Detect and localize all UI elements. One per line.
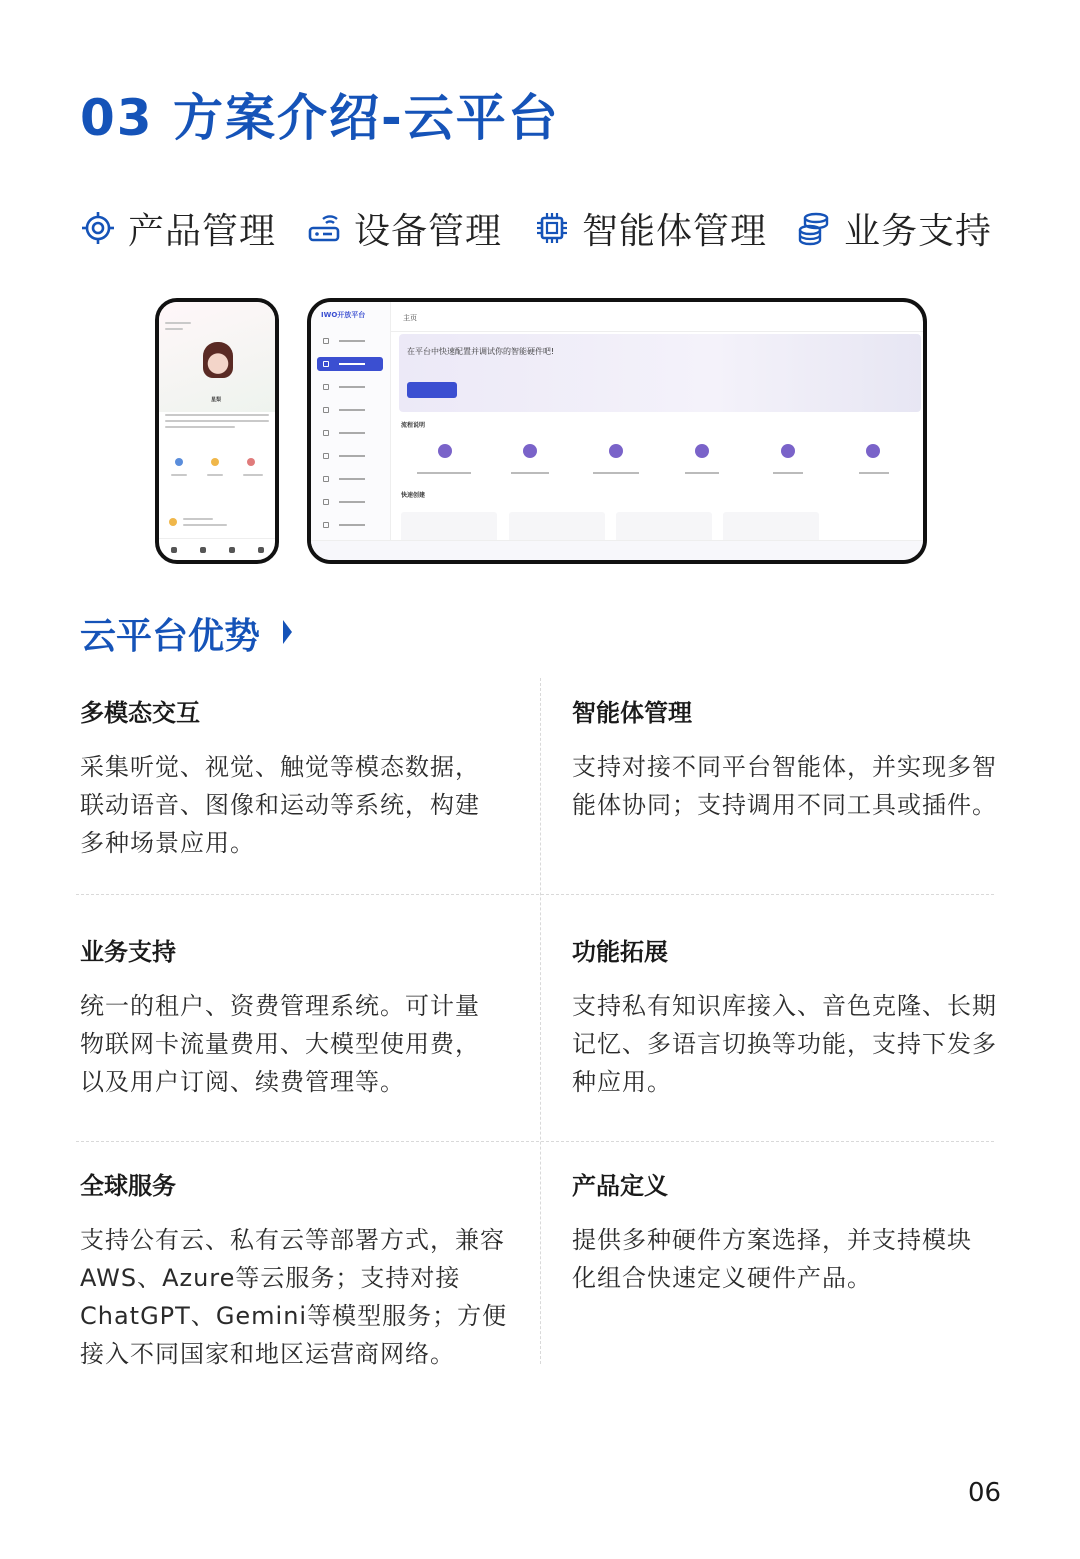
advantage-agent-management — [572, 696, 1012, 824]
phone-tab-bar — [159, 538, 275, 560]
tablet-nav-item — [317, 518, 383, 532]
tablet-step-label — [685, 472, 719, 474]
tablet-nav-item — [317, 449, 383, 463]
advantages-title: 云平台优势 — [80, 616, 261, 657]
advantage-product-definition — [572, 1169, 1012, 1297]
feature-label: 智能体管理 — [582, 210, 768, 252]
advantage-body: 统一的租户、资费管理系统。可计量物联网卡流量费用、大模型使用费，以及用户订阅、续费管理等。 — [80, 992, 480, 1096]
phone-profile-name: 星梨 — [211, 397, 222, 403]
tablet-step-icon — [438, 444, 452, 458]
phone-stat-icon — [175, 458, 183, 466]
feature-product-management — [80, 204, 276, 252]
tablet-mockup — [307, 298, 927, 564]
tablet-section-quick: 快速创建 — [401, 492, 426, 499]
tablet-banner-button — [407, 382, 457, 398]
tablet-step-icon — [695, 444, 709, 458]
tablet-step-icon — [781, 444, 795, 458]
advantage-body: 支持对接不同平台智能体，并实现多智能体协同；支持调用不同工具或插件。 — [572, 753, 997, 819]
tablet-sidebar — [311, 302, 391, 560]
tablet-section-flow: 流程说明 — [401, 422, 426, 429]
tablet-step-label — [593, 472, 639, 474]
advantage-body: 支持公有云、私有云等部署方式，兼容AWS、Azure等云服务；支持对接ChatGPT、Gemini等模型服务；方便接入不同国家和地区运营商网络。 — [80, 1226, 508, 1368]
chip-icon — [534, 210, 570, 246]
tablet-header — [391, 302, 923, 332]
coins-icon — [796, 210, 832, 246]
phone-stat-icon — [247, 458, 255, 466]
tablet-brand: IWO开放平台 — [321, 311, 366, 319]
advantage-multimodal — [80, 696, 520, 862]
tablet-step-icon — [609, 444, 623, 458]
phone-text-line — [183, 518, 213, 520]
tablet-nav-item — [317, 426, 383, 440]
phone-text-line — [165, 426, 235, 428]
page-title: 03 方案介绍-云平台 — [80, 89, 560, 147]
feature-agent-management — [534, 204, 767, 252]
tablet-step-label — [773, 472, 803, 474]
advantage-heading: 多模态交互 — [80, 699, 200, 727]
page-number: 06 — [968, 1478, 1002, 1508]
tablet-step-icon — [523, 444, 537, 458]
router-icon — [306, 210, 342, 246]
advantage-heading: 智能体管理 — [572, 699, 692, 727]
phone-mockup — [155, 298, 279, 564]
phone-text-line — [243, 474, 263, 476]
advantage-heading: 业务支持 — [80, 938, 176, 966]
phone-text-line — [171, 474, 187, 476]
tablet-bottom-bar — [311, 540, 923, 560]
tablet-page-title: 主页 — [403, 314, 417, 322]
phone-list-icon — [169, 518, 177, 526]
tablet-step-label — [859, 472, 889, 474]
advantage-body: 采集听觉、视觉、触觉等模态数据，联动语音、图像和运动等系统，构建多种场景应用。 — [80, 753, 480, 857]
advantage-feature-extension — [572, 935, 1012, 1101]
feature-bar — [80, 204, 1020, 252]
tablet-step-icon — [866, 444, 880, 458]
advantage-heading: 全球服务 — [80, 1172, 176, 1200]
phone-text-line — [183, 524, 227, 526]
feature-device-management — [306, 204, 502, 252]
advantage-business-support — [80, 935, 520, 1101]
phone-text-line — [165, 414, 269, 416]
feature-label: 业务支持 — [844, 210, 993, 252]
feature-label: 产品管理 — [128, 210, 277, 252]
tablet-nav-item — [317, 472, 383, 486]
grid-horizontal-divider — [76, 1141, 994, 1142]
tablet-nav-item — [317, 403, 383, 417]
advantage-heading: 功能拓展 — [572, 938, 668, 966]
tablet-banner — [399, 334, 921, 412]
tablet-step-label — [511, 472, 549, 474]
tablet-nav-item — [317, 334, 383, 348]
target-icon — [80, 210, 116, 246]
tablet-nav-item — [317, 380, 383, 394]
caret-right-icon — [283, 620, 292, 644]
grid-vertical-divider — [540, 678, 541, 1364]
phone-text-line — [165, 328, 183, 330]
feature-business-support — [796, 204, 992, 252]
tablet-nav-item-active — [317, 357, 383, 371]
advantage-body: 支持私有知识库接入、音色克隆、长期记忆、多语言切换等功能，支持下发多种应用。 — [572, 992, 997, 1096]
avatar — [203, 342, 233, 378]
advantage-heading: 产品定义 — [572, 1172, 668, 1200]
grid-horizontal-divider — [76, 894, 994, 895]
phone-text-line — [165, 322, 191, 324]
phone-text-line — [207, 474, 223, 476]
feature-label: 设备管理 — [354, 210, 503, 252]
advantage-body: 提供多种硬件方案选择，并支持模块化组合快速定义硬件产品。 — [572, 1226, 972, 1292]
phone-stat-icon — [211, 458, 219, 466]
advantage-global-service — [80, 1169, 520, 1373]
phone-text-line — [165, 420, 269, 422]
tablet-step-label — [417, 472, 471, 474]
tablet-nav-item — [317, 495, 383, 509]
tablet-banner-text: 在平台中快速配置并调试你的智能硬件吧! — [407, 347, 555, 356]
